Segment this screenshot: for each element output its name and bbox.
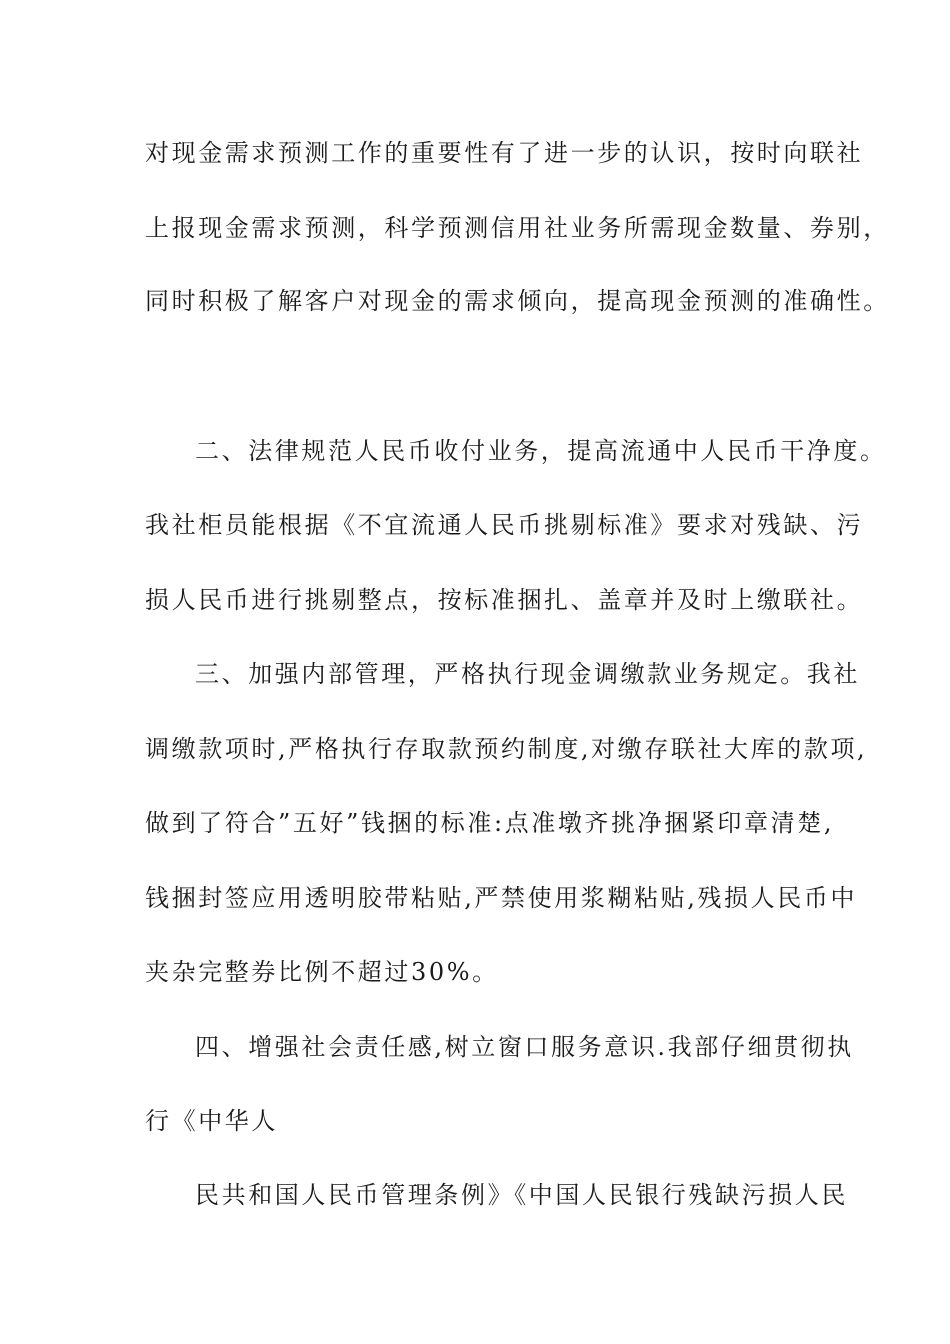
- text-line: 调缴款项时,严格执行存取款预约制度,对缴存联社大库的款项,: [145, 735, 868, 763]
- text-line: 行《中华人: [145, 1107, 278, 1135]
- text-line: 民共和国人民币管理条例》《中国人民银行残缺污损人民: [195, 1181, 848, 1209]
- text-line: 夹杂完整券比例不超过30%。: [145, 958, 499, 986]
- section-heading: 三、加强内部管理，严格执行现金调缴款业务规定。我社: [195, 660, 860, 688]
- text-line: 上报现金需求预测，科学预测信用社业务所需现金数量、券别，: [145, 214, 890, 242]
- section-heading: 二、法律规范人民币收付业务，提高流通中人民币干净度。: [195, 437, 887, 465]
- section-heading: 四、增强社会责任感,树立窗口服务意识.我部仔细贯彻执: [195, 1033, 854, 1061]
- text-line: 钱捆封签应用透明胶带粘贴,严禁使用浆糊粘贴,残损人民币中: [145, 884, 858, 912]
- text-line: 同时积极了解客户对现金的需求倾向，提高现金预测的准确性。: [145, 287, 890, 315]
- text-line: 我社柜员能根据《不宜流通人民币挑剔标准》要求对残缺、污: [145, 511, 864, 539]
- text-line: 对现金需求预测工作的重要性有了进一步的认识，按时向联社: [145, 139, 864, 167]
- text-line: 损人民币进行挑剔整点，按标准捆扎、盖章并及时上缴联社。: [145, 586, 864, 614]
- text-line: 做到了符合”五好”钱捆的标准:点准墩齐挑净捆紧印章清楚,: [145, 809, 835, 837]
